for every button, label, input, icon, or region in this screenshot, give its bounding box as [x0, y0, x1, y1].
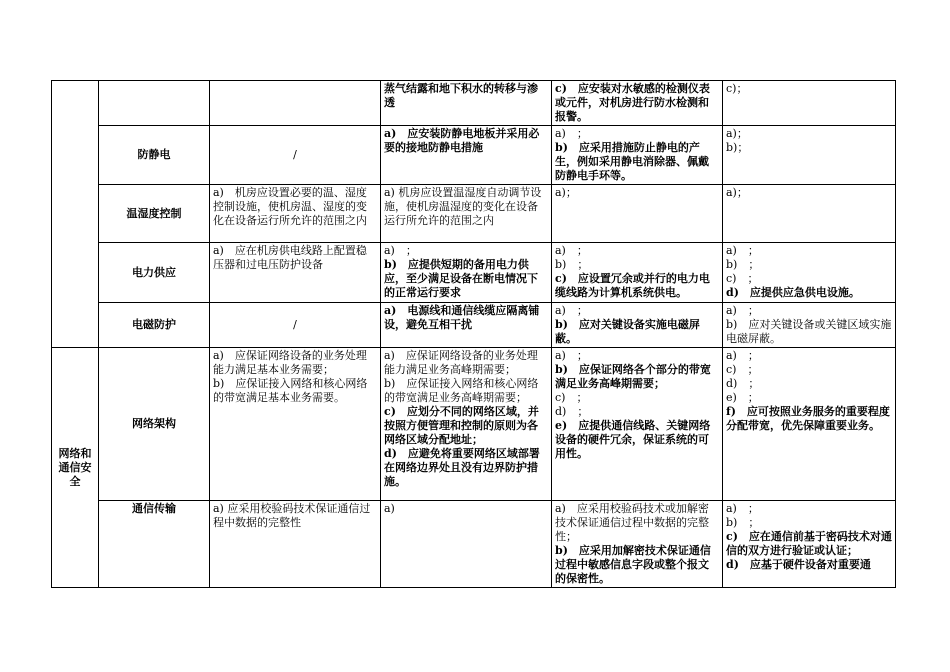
- table-row: [52, 348, 896, 501]
- req-line: c) ；: [555, 391, 588, 404]
- level4-cell: [723, 126, 896, 185]
- level1-cell: /: [210, 303, 381, 348]
- req-line: b) ；: [726, 516, 760, 529]
- level1-cell: [210, 185, 381, 243]
- req-line: d) 应提供应急供电设施。: [726, 286, 860, 299]
- req-line: a)；: [726, 186, 748, 199]
- req-line: a)；: [555, 186, 577, 199]
- level4-cell: [723, 501, 896, 588]
- req-line: b) 应采用加解密技术保证通信过程中敏感信息字段或整个报文的保密性。: [555, 544, 711, 585]
- req-line: a) ；: [726, 244, 759, 257]
- level4-cell: [723, 185, 896, 243]
- level1-cell: /: [210, 126, 381, 185]
- level2-cell: [381, 501, 552, 588]
- level3-cell: [552, 501, 723, 588]
- req-line: b) 应保证网络各个部分的带宽满足业务高峰期需要；: [555, 363, 711, 390]
- category-cell: 网络和通信安全: [52, 348, 99, 588]
- req-line: c) ；: [726, 363, 759, 376]
- level1-cell: [210, 501, 381, 588]
- req-line: d) 应基于硬件设备对重要通: [726, 558, 871, 571]
- level3-cell: [552, 81, 723, 126]
- level3-cell: [552, 243, 723, 303]
- req-line: a) ；: [726, 349, 759, 362]
- req-line: c)；: [726, 82, 748, 95]
- level2-cell: [381, 81, 552, 126]
- subcategory-cell: 电力供应: [99, 243, 210, 303]
- req-line: b) 应保证接入网络和核心网络的带宽满足业务高峰期需要；: [384, 377, 539, 404]
- subcategory-cell: 电磁防护: [99, 303, 210, 348]
- level3-cell: [552, 126, 723, 185]
- req-line: a) 机房应设置温湿度自动调节设施，使机房温湿度的变化在设备运行所允许的范围之内: [384, 186, 542, 227]
- req-line: d) ；: [555, 405, 589, 418]
- req-line: a) 机房应设置必要的温、湿度控制设施，使机房温、湿度的变化在设备运行所允许的范围之内: [213, 186, 367, 227]
- category-cell-empty: [52, 81, 99, 348]
- req-line: a) ；: [555, 244, 588, 257]
- req-line: a) 应保证网络设备的业务处理能力满足基本业务需要；: [213, 349, 367, 376]
- level4-cell: [723, 303, 896, 348]
- req-line: a) ；: [726, 304, 759, 317]
- req-line: b)；: [726, 141, 749, 154]
- req-line: b) 应对关键设备或关键区域实施电磁屏蔽。: [726, 318, 892, 345]
- subcategory-cell: [99, 81, 210, 126]
- req-line: e) 应提供通信线路、关键网络设备的硬件冗余，保证系统的可用性。: [555, 419, 711, 460]
- req-line: d) 应避免将重要网络区域部署在网络边界处且没有边界防护措施。: [384, 447, 540, 488]
- level1-cell: [210, 243, 381, 303]
- subcategory-cell: 温湿度控制: [99, 185, 210, 243]
- req-line: a) 应保证网络设备的业务处理能力满足业务高峰期需要；: [384, 349, 538, 376]
- table-row: [52, 185, 896, 243]
- subcategory-cell: 网络架构: [99, 348, 210, 501]
- req-line: c) 应在通信前基于密码技术对通信的双方进行验证或认证；: [726, 530, 892, 557]
- table-row: [52, 303, 896, 348]
- level1-cell: [210, 348, 381, 501]
- table-row: [52, 126, 896, 185]
- req-line: b) 应对关键设备实施电磁屏蔽。: [555, 318, 700, 345]
- req-line: b) 应提供短期的备用电力供应，至少满足设备在断电情况下的正常运行要求: [384, 258, 538, 299]
- table-row: [52, 81, 896, 126]
- level3-cell: [552, 185, 723, 243]
- req-line: b) ；: [726, 258, 760, 271]
- req-line: c) 应安装对水敏感的检测仪表或元件，对机房进行防水检测和报警。: [555, 82, 710, 123]
- level2-cell: [381, 303, 552, 348]
- req-line: b) 应保证接入网络和核心网络的带宽满足基本业务需要。: [213, 377, 368, 404]
- req-line: a) ；: [384, 244, 417, 257]
- level2-cell: [381, 126, 552, 185]
- level1-cell: [210, 81, 381, 126]
- req-line: a) ；: [726, 502, 759, 515]
- req-line: b) 应采用措施防止静电的产生，例如采用静电消除器、佩戴防静电手环等。: [555, 141, 709, 182]
- req-line: c) ；: [726, 272, 759, 285]
- req-line: c) 应划分不同的网络区域，并按照方便管理和控制的原则为各网络区域分配地址；: [384, 405, 539, 446]
- req-line: a): [384, 502, 395, 515]
- req-line: f) 应可按照业务服务的重要程度分配带宽，优先保障重要业务。: [726, 405, 890, 432]
- level2-cell: [381, 243, 552, 303]
- level4-cell: [723, 348, 896, 501]
- level3-cell: [552, 303, 723, 348]
- level4-cell: [723, 81, 896, 126]
- table-row: [52, 243, 896, 303]
- req-line: e) ；: [726, 391, 759, 404]
- req-line: a)；: [726, 127, 748, 140]
- requirements-table: [51, 80, 896, 588]
- subcategory-cell: 防静电: [99, 126, 210, 185]
- level3-cell: [552, 348, 723, 501]
- req-line: a) ；: [555, 304, 588, 317]
- req-line: 蒸气结露和地下积水的转移与渗透: [384, 82, 538, 109]
- req-line: b) ；: [555, 258, 589, 271]
- level2-cell: [381, 185, 552, 243]
- req-line: a) 应采用校验码技术保证通信过程中数据的完整性: [213, 502, 371, 529]
- req-line: a) ；: [555, 349, 588, 362]
- req-line: c) 应设置冗余或并行的电力电缆线路为计算机系统供电。: [555, 272, 710, 299]
- table-row: [52, 501, 896, 588]
- req-line: a) 应采用校验码技术或加解密技术保证通信过程中数据的完整性；: [555, 502, 709, 543]
- level2-cell: [381, 348, 552, 501]
- req-line: a) 电源线和通信线缆应隔离铺设，避免互相干扰: [384, 304, 540, 331]
- subcategory-cell: 通信传输: [99, 501, 210, 588]
- req-line: a) 应安装防静电地板并采用必要的接地防静电措施: [384, 127, 540, 154]
- level4-cell: [723, 243, 896, 303]
- req-line: a) 应在机房供电线路上配置稳压器和过电压防护设备: [213, 244, 367, 271]
- req-line: a) ；: [555, 127, 588, 140]
- req-line: d) ；: [726, 377, 760, 390]
